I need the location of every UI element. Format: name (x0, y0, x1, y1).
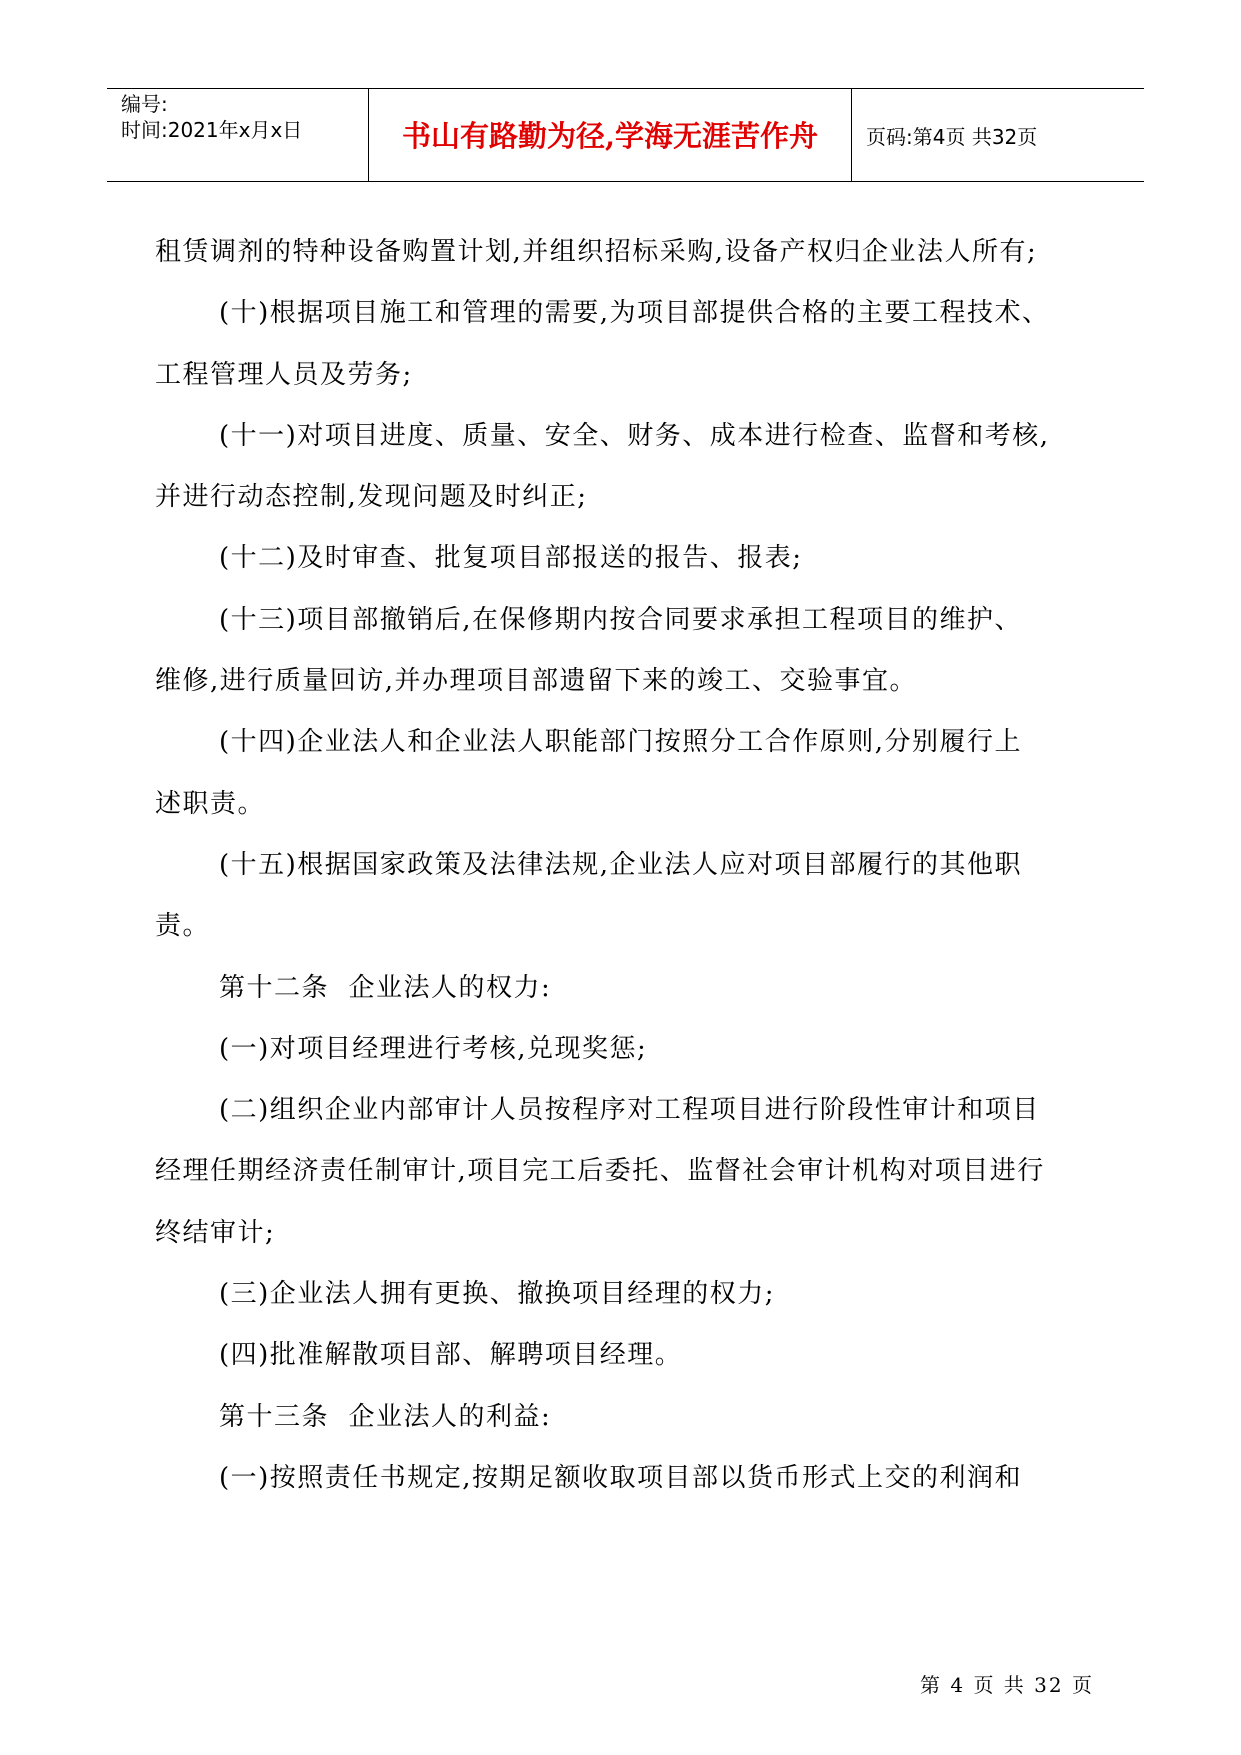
motto-text: 书山有路勤为径,学海无涯苦作舟 (401, 119, 819, 153)
body-line: 并进行动态控制,发现问题及时纠正; (155, 482, 588, 513)
body-line: (十四)企业法人和企业法人职能部门按照分工合作原则,分别履行上 (219, 727, 1023, 758)
body-line: (十二)及时审查、批复项目部报送的报告、报表; (219, 543, 803, 574)
body-line: 述职责。 (155, 788, 266, 819)
body-line: (三)企业法人拥有更换、撤换项目经理的权力; (219, 1279, 776, 1310)
body-line: 工程管理人员及劳务; (155, 359, 413, 390)
body-line: (一)按照责任书规定,按期足额收取项目部以货币形式上交的利润和 (219, 1462, 1023, 1493)
body-line: (十一)对项目进度、质量、安全、财务、成本进行检查、监督和考核, (219, 420, 1050, 451)
article-heading: 第十二条 企业法人的权力: (219, 972, 552, 1003)
serial-number-label: 编号: (121, 92, 168, 116)
body-line: (二)组织企业内部审计人员按程序对工程项目进行阶段性审计和项目 (219, 1095, 1040, 1126)
body-line: 责。 (155, 911, 211, 942)
body-line: (十)根据项目施工和管理的需要,为项目部提供合格的主要工程技术、 (219, 298, 1050, 329)
header-page-cell (852, 89, 1144, 181)
body-line: (十五)根据国家政策及法律法规,企业法人应对项目部履行的其他职 (219, 849, 1023, 880)
footer-page-number: 第 4 页 共 32 页 (920, 1673, 1094, 1697)
article-heading: 第十三条 企业法人的利益: (219, 1401, 552, 1432)
document-body (155, 222, 1115, 1509)
header-motto-cell (369, 89, 852, 181)
body-line: (一)对项目经理进行考核,兑现奖惩; (219, 1033, 648, 1064)
body-line: (四)批准解散项目部、解聘项目经理。 (219, 1340, 683, 1371)
body-line: 经理任期经济责任制审计,项目完工后委托、监督社会审计机构对项目进行 (155, 1156, 1045, 1187)
body-line: 维修,进行质量回访,并办理项目部遗留下来的竣工、交验事宜。 (155, 666, 918, 697)
date-label: 时间:2021年x月x日 (121, 118, 303, 142)
body-line: 租赁调剂的特种设备购置计划,并组织招标采购,设备产权归企业法人所有; (155, 237, 1038, 267)
header-meta-cell (107, 89, 369, 181)
body-line: 终结审计; (155, 1217, 276, 1248)
page-header (107, 88, 1144, 182)
header-page-number: 页码:第4页 共32页 (866, 125, 1038, 149)
body-line: (十三)项目部撤销后,在保修期内按合同要求承担工程项目的维护、 (219, 604, 1023, 635)
